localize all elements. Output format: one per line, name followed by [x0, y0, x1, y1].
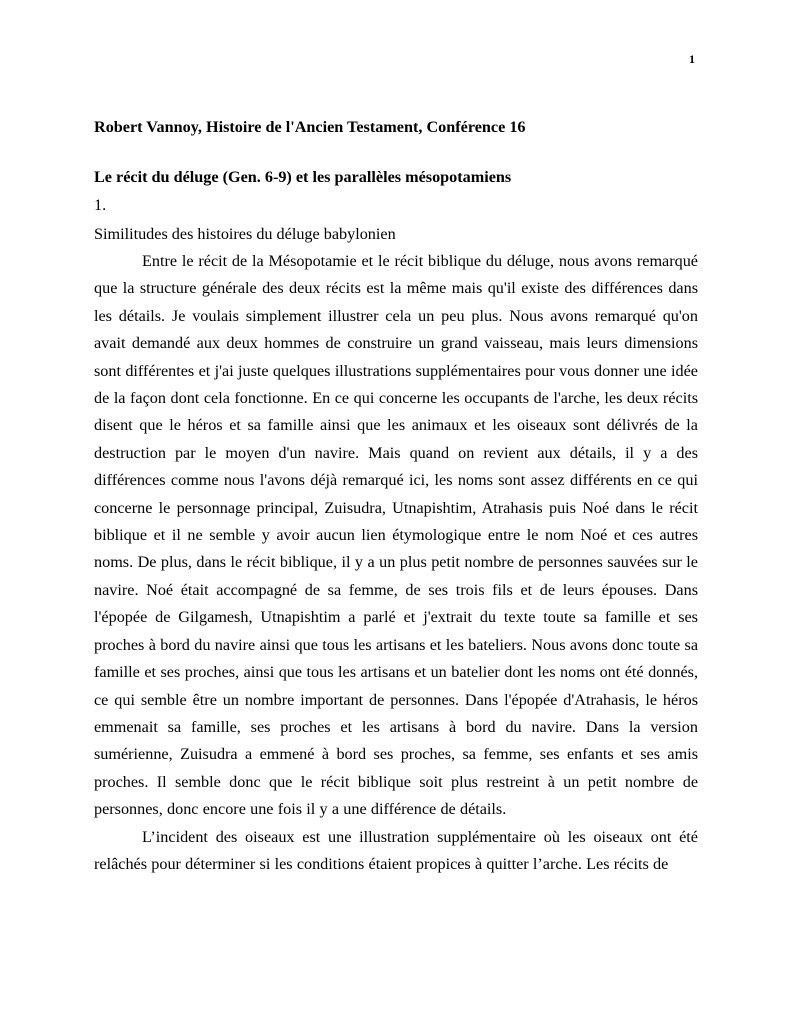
page-number: 1 [689, 52, 695, 66]
body-paragraph: L’incident des oiseaux est une illustration supplémentaire où les oiseaux ont été relâchés pour déterminer si les conditions étaient propices à quitter l’arche. Les récits de [94, 827, 698, 873]
document-body [94, 116, 698, 878]
document-subtitle: Le récit du déluge (Gen. 6-9) et les parallèles mésopotamiens [94, 168, 512, 186]
section-heading: Similitudes des histoires du déluge babylonien [94, 225, 396, 243]
section-number: 1. [94, 196, 107, 214]
body-paragraph: Entre le récit de la Mésopotamie et le récit biblique du déluge, nous avons remarqué que la structure générale des deux récits est la même mais qu'il existe des différences dans les détails. Je voulais simplement illustrer cela un peu plus. Nous avons remarqué qu'on avait demandé aux deux hommes de construire un grand vaisseau, mais leurs dimensions sont différentes et j'ai juste quelques illustrations supplémentaires pour vous donner une idée de la façon dont cela fonctionne. En ce qui concerne les occupants de l'arche, les deux récits disent que le héros et sa famille ainsi que les animaux et les oiseaux sont délivrés de la destruction par le moyen d'un navire. Mais quand on revient aux détails, il y a des différences comme nous l'avons déjà remarqué ici, les noms sont assez différents en ce qui concerne le personnage principal, Zuisudra, Utnapishtim, Atrahasis puis Noé dans le récit biblique et il ne semble y avoir aucun lien étymologique entre le nom Noé et ces autres noms. De plus, dans le récit biblique, il y a un plus petit nombre de personnes sauvées sur le navire. Noé était accompagné de sa femme, de ses trois fils et de leurs épouses. Dans l'épopée de Gilgamesh, Utnapishtim a parlé et j'extrait du texte toute sa famille et ses proches à bord du navire ainsi que tous les artisans et les bateliers. Nous avons donc toute sa famille et ses proches, ainsi que tous les artisans et un batelier dont les noms ont été donnés, ce qui semble être un nombre important de personnes. Dans l'épopée d'Atrahasis, le héros emmenait sa famille, ses proches et les artisans à bord du navire. Dans la version sumérienne, Zuisudra a emmené à bord ses proches, sa femme, ses enfants et ses amis proches. Il semble donc que le récit biblique soit plus restreint à un petit nombre de personnes, donc encore une fois il y a une différence de détails. [94, 252, 698, 819]
document-title: Robert Vannoy, Histoire de l'Ancien Testament, Conférence 16 [94, 118, 526, 136]
